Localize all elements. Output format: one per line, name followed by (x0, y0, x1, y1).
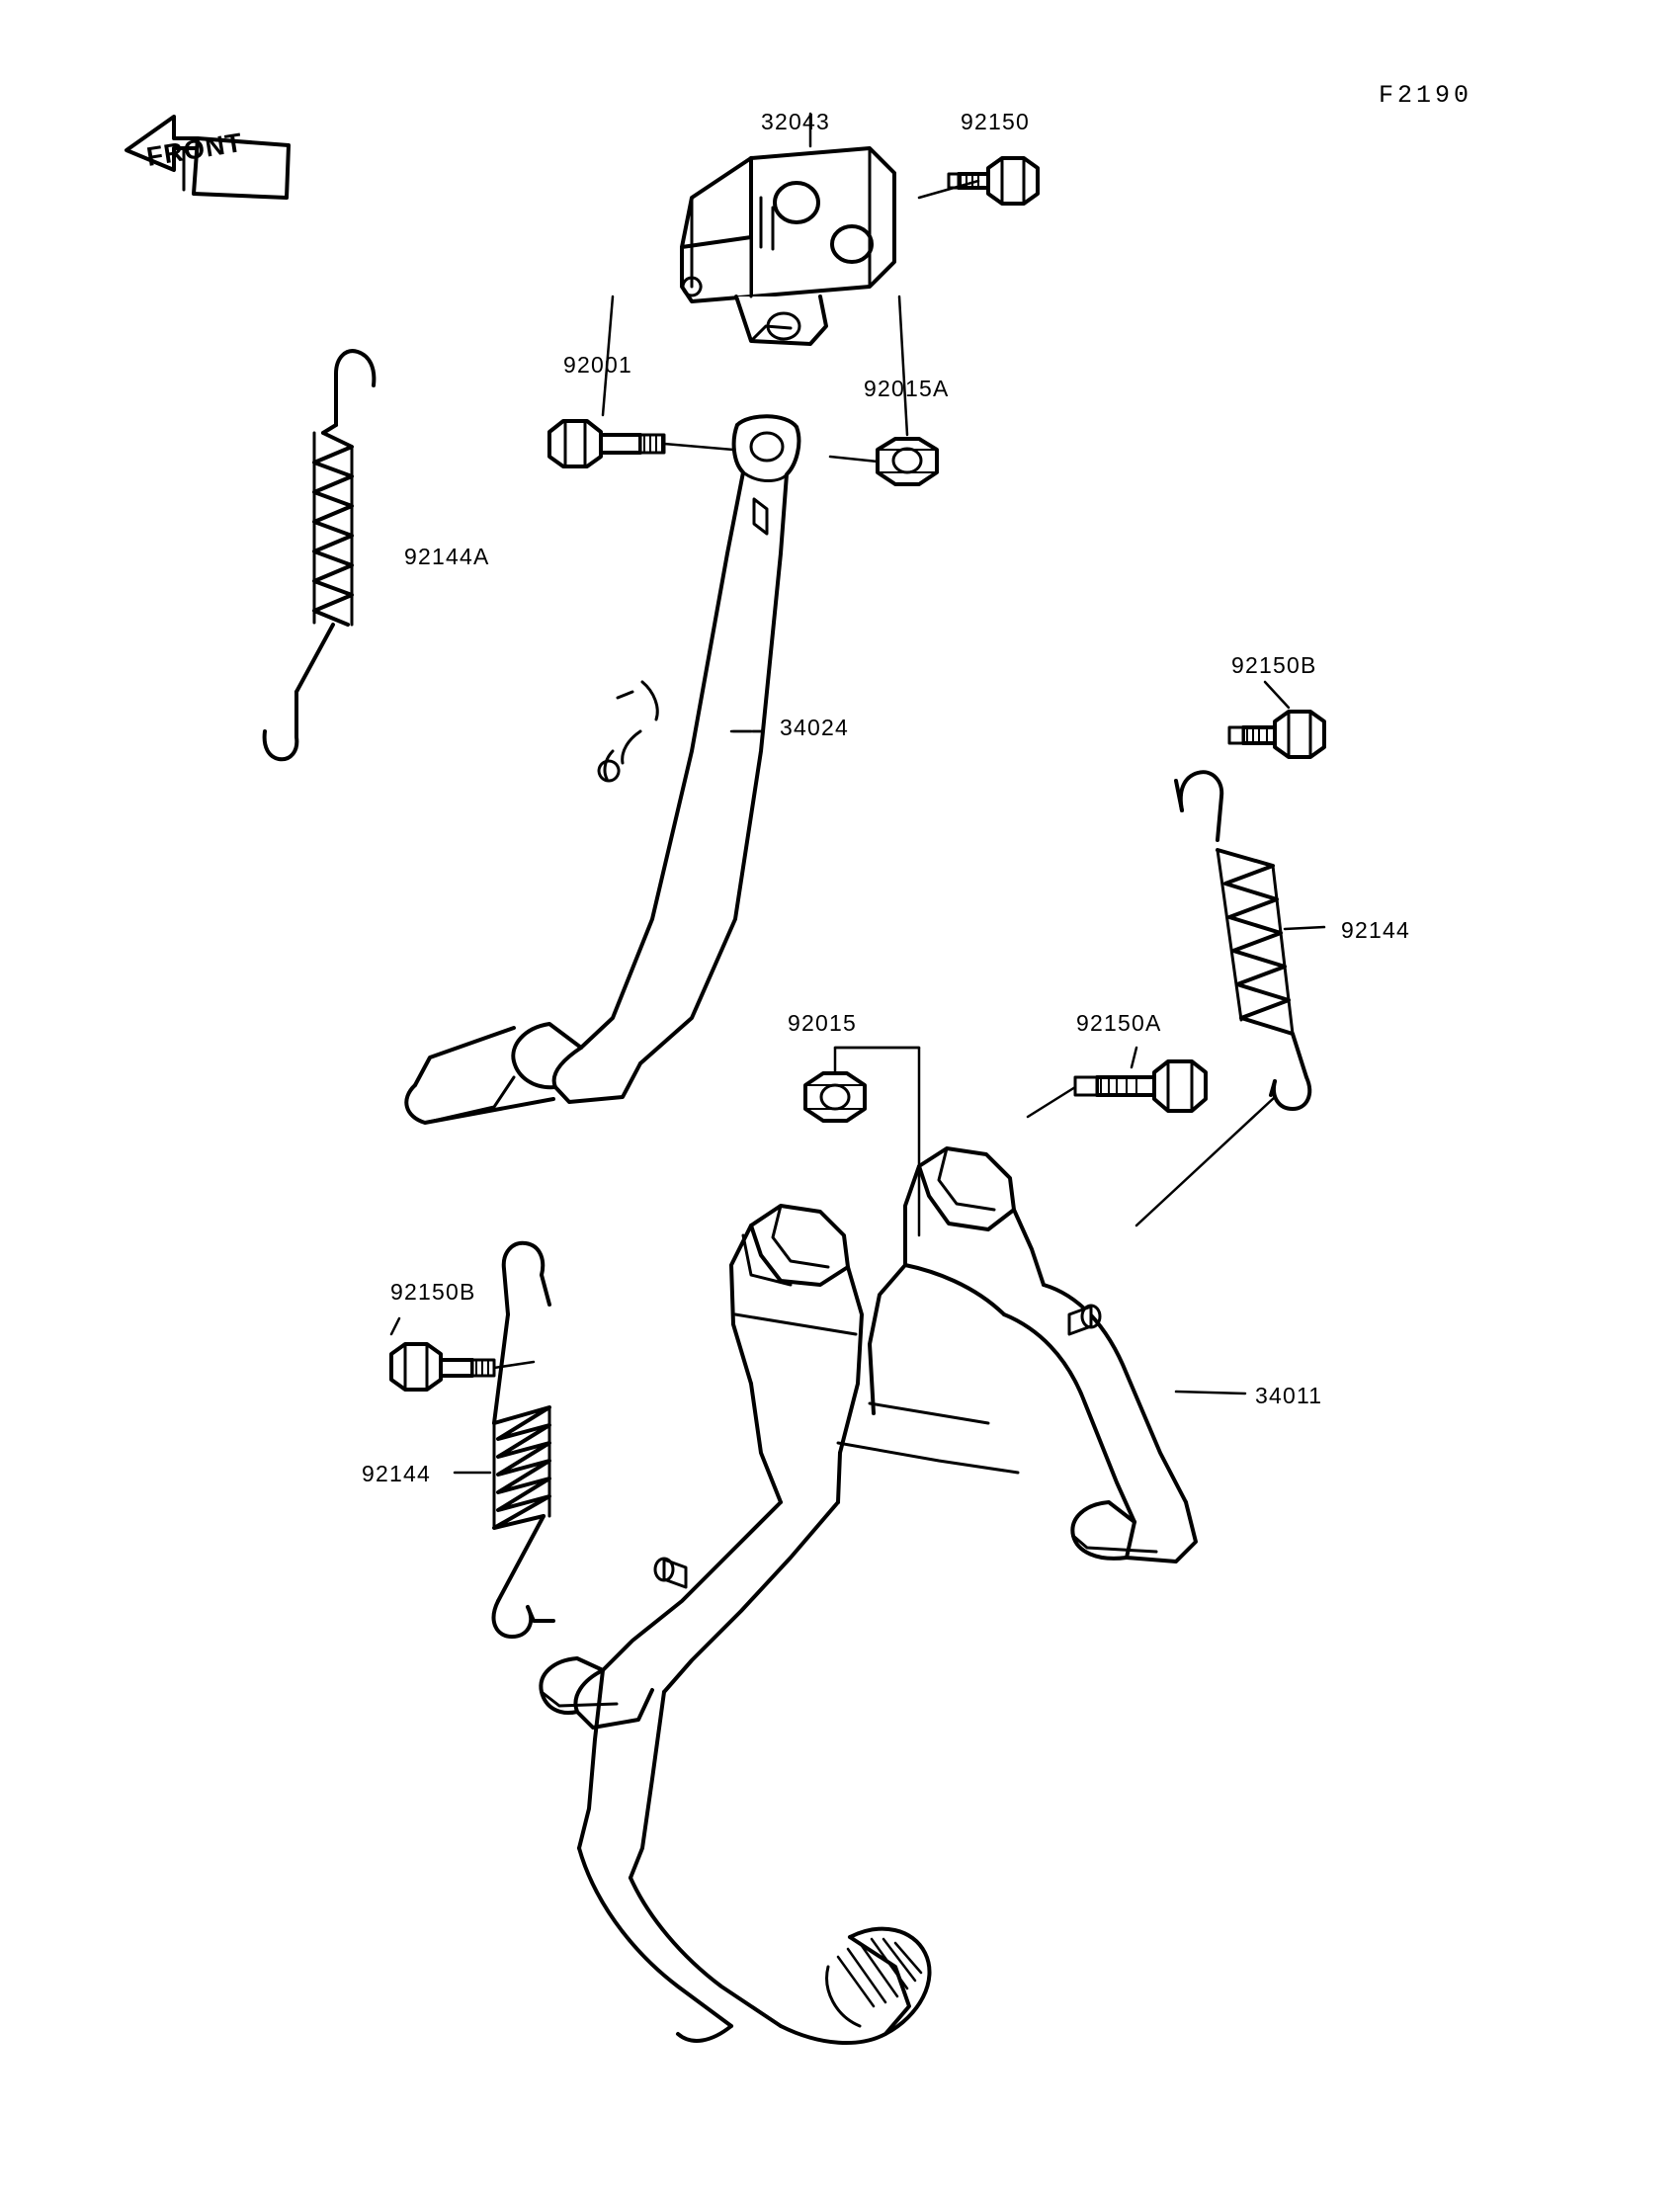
nut-92015 (805, 1073, 865, 1121)
nut-92015A (878, 439, 937, 484)
bolt-92001 (549, 421, 664, 466)
spring-92144-right (1176, 772, 1309, 1109)
leader-92015A (830, 457, 878, 462)
bolt-92150A (1075, 1061, 1206, 1111)
part-label-34011: 34011 (1255, 1383, 1323, 1408)
part-label-92144-right: 92144 (1341, 917, 1410, 943)
part-label-92150B-right: 92150B (1231, 652, 1317, 678)
part-label-92015A: 92015A (864, 376, 950, 401)
bracket-32043 (682, 148, 894, 344)
part-label-92150A: 92150A (1076, 1010, 1162, 1036)
part-label-92144-left: 92144 (362, 1461, 431, 1486)
center-stand-34011 (541, 1148, 1196, 2043)
part-label-92150B-left: 92150B (390, 1279, 476, 1305)
side-stand-34024 (406, 416, 798, 1123)
part-label-92015: 92015 (788, 1010, 857, 1036)
front-arrow-label: FRONT (144, 127, 245, 172)
bolt-92150 (949, 158, 1038, 204)
bolt-92150B-right (1229, 712, 1324, 757)
bolt-92150B-left (391, 1344, 494, 1390)
part-label-32043: 32043 (761, 109, 830, 134)
part-label-92144A: 92144A (404, 544, 490, 569)
part-label-34024: 34024 (780, 715, 849, 740)
leader-92001 (664, 444, 733, 450)
spring-92144-left (494, 1243, 553, 1637)
part-label-92150: 92150 (961, 109, 1030, 134)
leader-92015A-label (899, 296, 907, 435)
diagram-code: F2190 (1379, 81, 1473, 110)
spring-92144A (265, 351, 375, 759)
part-label-92001: 92001 (563, 352, 632, 378)
